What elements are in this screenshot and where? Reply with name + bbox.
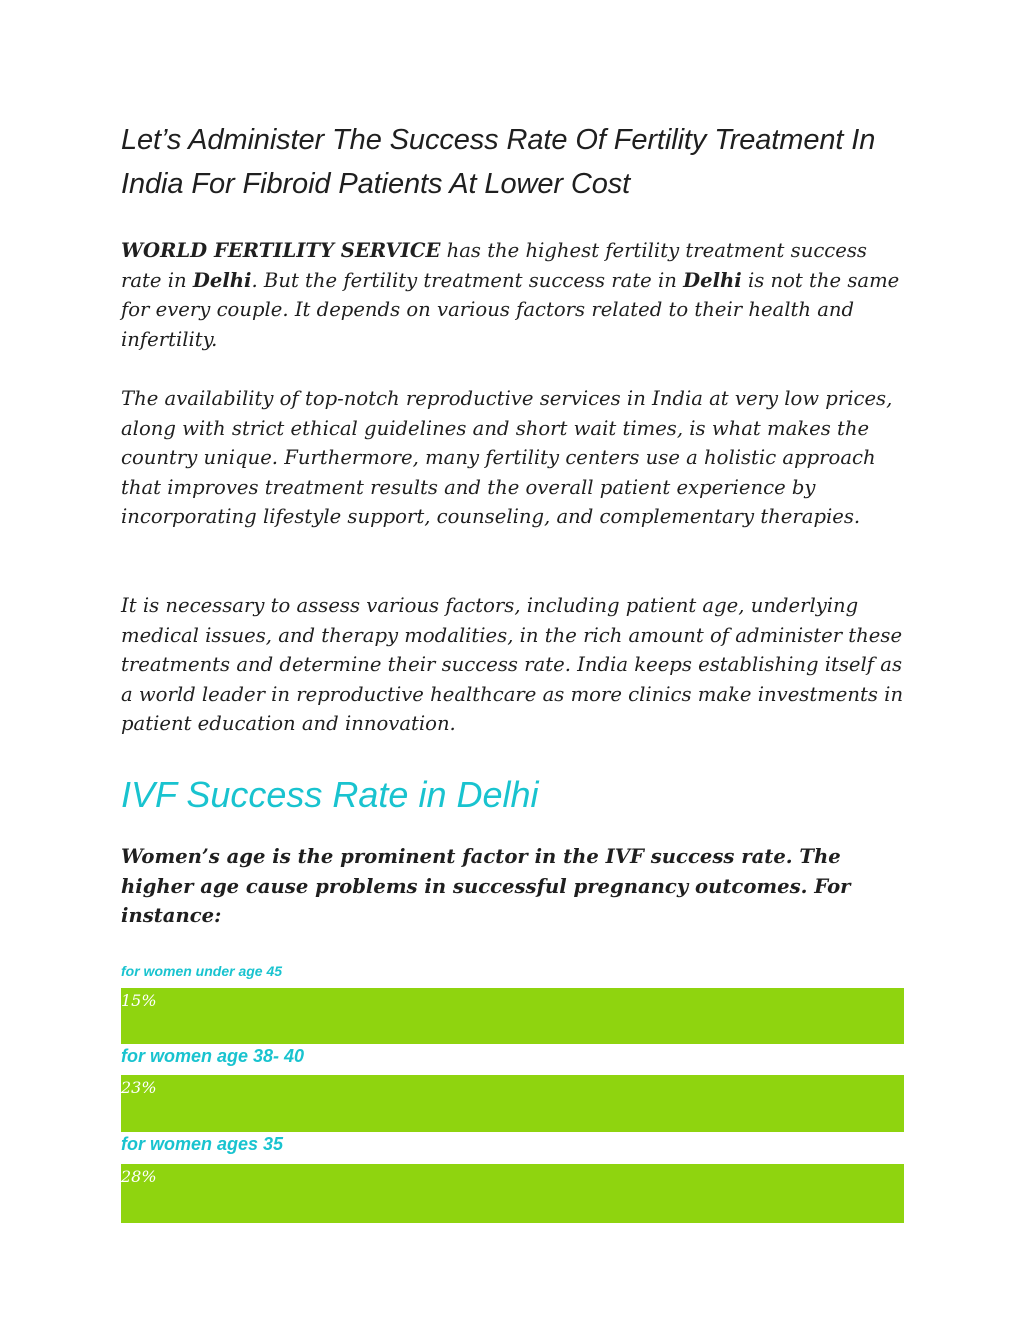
availability-paragraph: The availability of top-notch reproductive services in India at very low prices, along with strict ethical guidelines and short wait times, is what makes the country unique. Furthermore, many fertility centers use a holistic approach that improves treatment results and the overall patient experience by incorporating lifestyle support, counseling, and complementary therapies. <box>121 387 893 529</box>
stat-value-38-40: 23% <box>121 1078 157 1097</box>
city-name: Delhi <box>683 268 742 292</box>
ivf-intro-text: Women’s age is the prominent factor in the IVF success rate. The higher age cause problems in successful pregnancy outcomes. For instance: <box>121 845 851 928</box>
assessment-paragraph: It is necessary to assess various factors, including patient age, underlying medical issues, and therapy modalities, in the rich amount of administer these treatments and determine their success rate. India keeps establishing itself as a world leader in reproductive healthcare as more clinics make investments in patient education and innovation. <box>121 594 904 736</box>
page-title: Let’s Administer The Success Rate Of Fertility Treatment In India For Fibroid Patients At Lower Cost <box>121 124 876 200</box>
stat-bar-under-45 <box>121 988 904 1044</box>
paragraph-text: is not the same for every couple. It depends on various factors related to their health and infertility. <box>121 268 900 351</box>
stat-label-38-40: for women age 38- 40 <box>121 1046 305 1066</box>
stat-label-35: for women ages 35 <box>121 1134 284 1154</box>
paragraph-text: . But the fertility treatment success rate in <box>251 268 684 292</box>
brand-name: WORLD FERTILITY SERVICE <box>121 239 441 262</box>
intro-paragraph <box>121 236 904 354</box>
paragraph-text: has the highest fertility treatment success rate in <box>121 239 867 292</box>
stat-label-under-45: for women under age 45 <box>121 963 283 979</box>
stat-value-35: 28% <box>121 1167 157 1186</box>
stat-bar-38-40 <box>121 1075 904 1132</box>
stat-value-under-45: 15% <box>121 991 157 1010</box>
ivf-section-heading: IVF Success Rate in Delhi <box>121 774 539 815</box>
stat-bar-35 <box>121 1164 904 1223</box>
city-name: Delhi <box>192 268 252 292</box>
